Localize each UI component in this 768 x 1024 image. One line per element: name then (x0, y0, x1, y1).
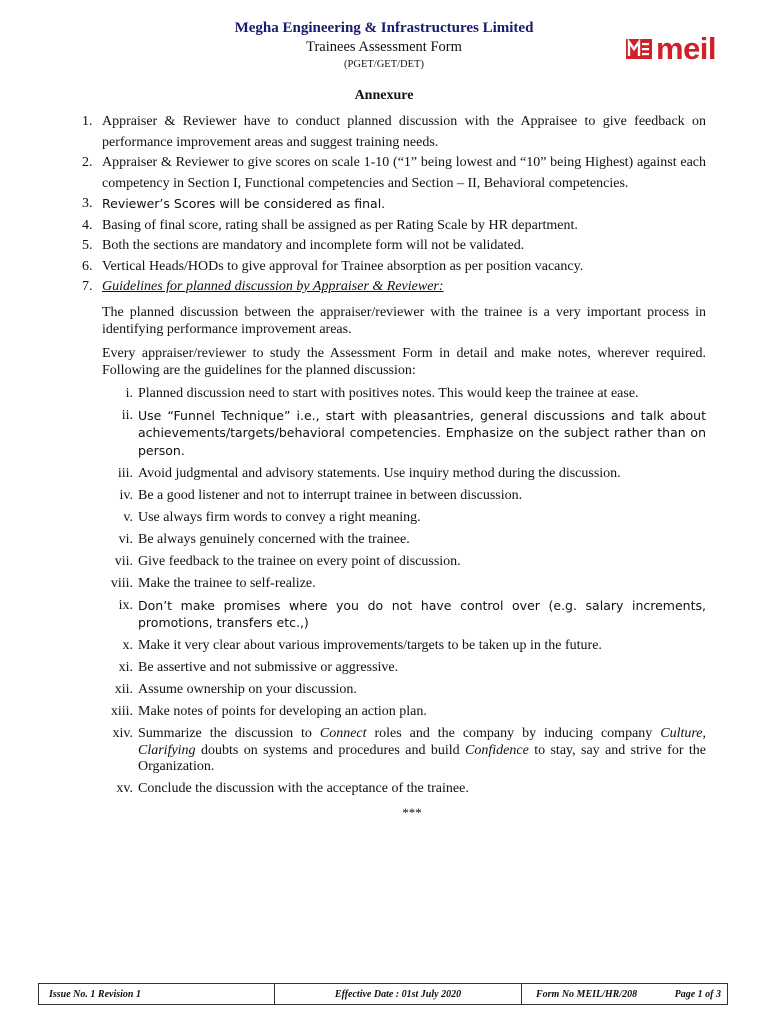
page-number: Page 1 of 3 (674, 988, 721, 1000)
guideline-number: xi. (118, 660, 133, 675)
item-text: Both the sections are mandatory and incomplete form will not be validated. (102, 238, 525, 253)
guideline-item (78, 781, 706, 798)
guideline-item (78, 408, 706, 461)
guidelines-heading: Guidelines for planned discussion by Appraiser & Reviewer: (102, 279, 444, 294)
guideline-text: doubts on systems and procedures and build (195, 742, 466, 758)
guideline-number: iii. (117, 465, 133, 481)
emphasis-text: Clarifying (138, 742, 196, 758)
guideline-item (78, 704, 706, 721)
effective-date: Effective Date : 01st July 2020 (275, 984, 522, 1004)
emphasis-text: Culture (660, 726, 703, 741)
guideline-text: roles and the company by inducing company (366, 726, 661, 741)
issue-number: Issue No. 1 Revision 1 (39, 984, 275, 1004)
list-item (78, 236, 706, 257)
guideline-text: Use always firm words to convey a right meaning. (138, 509, 421, 525)
guideline-text: to stay, say and strive for the Organization. (138, 742, 706, 774)
guideline-text: Conclude the discussion with the acceptance of the trainee. (138, 781, 469, 796)
guideline-number: ii. (121, 407, 133, 423)
guideline-text: Be a good listener and not to interrupt trainee in between discussion. (138, 487, 523, 503)
guideline-item (78, 386, 706, 403)
guideline-item (78, 660, 706, 677)
guideline-text: , (702, 726, 706, 741)
guideline-item (78, 682, 706, 699)
guideline-number: ix. (118, 597, 133, 613)
guideline-item (78, 466, 706, 483)
form-title: Trainees Assessment Form (306, 39, 462, 55)
guideline-number: x. (122, 638, 133, 653)
instruction-paragraph: Every appraiser/reviewer to study the Assessment Form in detail and make notes, wherever required. Following are the guidelines for the planned discussion: (102, 345, 706, 378)
list-item (78, 277, 706, 298)
guideline-item (78, 532, 706, 549)
list-item (78, 194, 706, 216)
item-text: Appraiser & Reviewer have to conduct planned discussion with the Appraisee to give feedback on performance improvement areas and suggest training needs. (102, 114, 706, 150)
guideline-item (78, 638, 706, 655)
guideline-item (78, 554, 706, 571)
guideline-text: Don’t make promises where you do not have control over (e.g. salary increments, promotions, transfers etc.,) (138, 597, 706, 630)
list-item (78, 112, 706, 153)
guideline-item (78, 598, 706, 633)
meil-logo (626, 31, 736, 66)
list-item (78, 257, 706, 278)
guideline-number: xiii. (110, 704, 133, 719)
guideline-text: Assume ownership on your discussion. (138, 682, 357, 697)
guideline-number: xii. (114, 682, 133, 697)
guideline-text: Make it very clear about various improvements/targets to be taken up in the future. (138, 638, 602, 653)
guideline-text: Avoid judgmental and advisory statements. Use inquiry method during the discussion. (138, 465, 621, 481)
guideline-text: Be assertive and not submissive or aggressive. (138, 660, 399, 675)
item-number: 5. (82, 238, 93, 253)
form-info (522, 984, 727, 1004)
guideline-number: xv. (116, 781, 133, 796)
emphasis-text: Confidence (465, 742, 529, 758)
intro-paragraph: The planned discussion between the appraiser/reviewer with the trainee is a very important process in identifying performance improvement areas. (102, 304, 706, 337)
end-mark: *** (402, 805, 422, 820)
item-text: Basing of final score, rating shall be assigned as per Rating Scale by HR department. (102, 217, 578, 233)
guideline-text: Make notes of points for developing an action plan. (138, 704, 427, 719)
list-item (78, 216, 706, 237)
guideline-item (78, 488, 706, 505)
form-number: Form No MEIL/HR/208 (536, 988, 638, 1000)
guideline-text: Make the trainee to self-realize. (138, 575, 316, 591)
guideline-number: v. (123, 509, 133, 525)
logo-wordmark: meil (656, 31, 717, 66)
item-text: Reviewer’s Scores will be considered as final. (102, 196, 386, 211)
guideline-item (78, 726, 706, 776)
guideline-item (78, 576, 706, 593)
guideline-number: viii. (110, 575, 133, 591)
guideline-text: Summarize the discussion to (138, 726, 320, 741)
item-number: 7. (82, 279, 93, 294)
item-number: 4. (82, 217, 93, 233)
guideline-number: vii. (114, 553, 133, 569)
guideline-text: Be always genuinely concerned with the trainee. (138, 531, 410, 547)
meil-logo-mark-icon (626, 37, 652, 61)
item-number: 3. (82, 196, 93, 211)
item-number: 6. (82, 258, 93, 274)
item-text: Vertical Heads/HODs to give approval for Trainee absorption as per position vacancy. (102, 258, 584, 274)
guideline-number: vi. (118, 531, 133, 547)
item-text: Appraiser & Reviewer to give scores on scale 1-10 (“1” being lowest and “10” being Highest) against each competency in Section I, Functional competencies and Section – II, Behavioral competencies. (102, 155, 706, 191)
guideline-text: Planned discussion need to start with positives notes. This would keep the trainee at ease. (138, 385, 639, 401)
annexure-title: Annexure (354, 88, 414, 103)
document-body (78, 112, 706, 824)
guideline-number: i. (125, 385, 133, 401)
emphasis-text: Connect (319, 726, 367, 741)
guidelines-list (78, 386, 706, 798)
guideline-text: Give feedback to the trainee on every point of discussion. (138, 553, 461, 569)
guideline-item (78, 510, 706, 527)
form-subtitle: (PGET/GET/DET) (344, 59, 424, 70)
guideline-number: iv. (119, 487, 133, 503)
guideline-text: Use “Funnel Technique” i.e., start with pleasantries, general discussions and talk about achievements/targets/behavioral competencies. Emphasize on the subject rather than on person. (138, 407, 706, 458)
company-name: Megha Engineering & Infrastructures Limited (234, 20, 534, 36)
document-footer (38, 983, 728, 1005)
item-number: 1. (82, 114, 93, 129)
instructions-list (78, 112, 706, 298)
item-number: 2. (82, 155, 93, 170)
guideline-number: xiv. (112, 726, 133, 741)
list-item (78, 153, 706, 194)
